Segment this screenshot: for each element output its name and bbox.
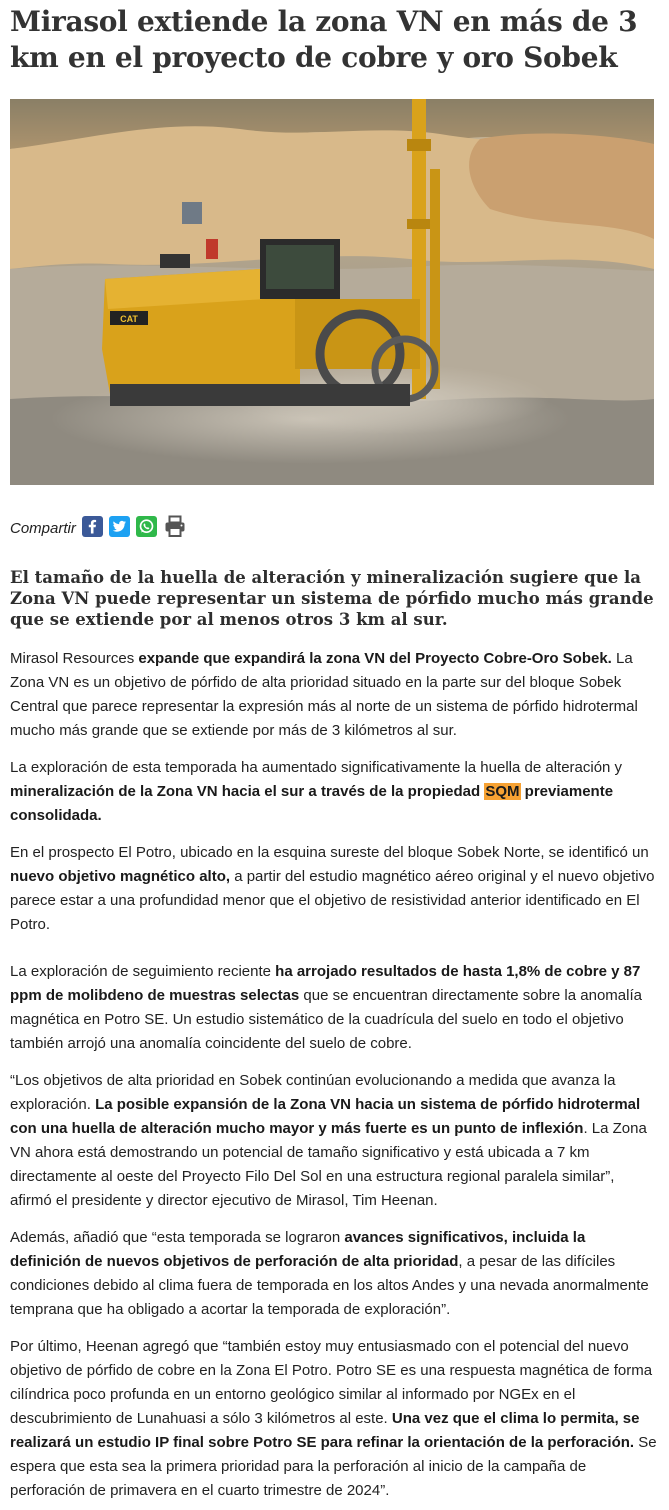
sqm-highlight-link[interactable]: SQM [485, 783, 520, 800]
paragraph-5-text-a: “Los objetivos de alta prioridad en Sobek continúan evolucionando a medida que avanza la exploración. [10, 1072, 616, 1113]
twitter-icon[interactable] [109, 516, 130, 537]
print-icon[interactable] [163, 516, 187, 537]
hero-cat-logo: CAT [120, 314, 138, 324]
article-title: Mirasol extiende la zona VN en más de 3 km en el proyecto de cobre y oro Sobek [10, 5, 638, 74]
whatsapp-icon[interactable] [136, 516, 157, 537]
share-bar [10, 512, 659, 540]
paragraph-4-text-a: La exploración de seguimiento reciente [10, 963, 276, 980]
paragraph-5-bold: La posible expansión de la Zona VN hacia un sistema de pórfido hidrotermal con una huella de alteración mucho mayor y más fuerte es un punto de inflexión [10, 1096, 641, 1137]
paragraph-1-text-a: Mirasol Resources [10, 650, 139, 667]
paragraph-2-text-a: La exploración de esta temporada ha aumentado significativamente la huella de alteración y [10, 759, 623, 776]
paragraph-7-text-a: Por último, Heenan agregó que “también estoy muy entusiasmado con el potencial del nuevo objetivo de pórfido de cobre en la Zona El Potro. Potro SE es una respuesta magnética de forma cilíndrica poco profunda en un entorno geológico similar al informado por NGEx en el descubrimiento de Lunahuasi a sólo 3 kilómetros al este. [10, 1338, 653, 1427]
paragraph-1-text-c: La Zona VN es un objetivo de pórfido de alta prioridad situado en la parte sur del bloque Sobek Central que parece representar la expresión más al norte de un sistema de pórfido hidrotermal mucho más grande que se extiende por más de 3 kilómetros al sur. [10, 650, 638, 739]
paragraph-3-text-a: En el prospecto El Potro, ubicado en la esquina sureste del bloque Sobek Norte, se identificó un [10, 844, 649, 861]
paragraph-2 [10, 756, 659, 828]
paragraph-6-bold: avances significativos, incluida la definición de nuevos objetivos de perforación de alta prioridad [10, 1229, 586, 1270]
paragraph-5 [10, 1069, 659, 1213]
paragraph-3-bold: nuevo objetivo magnético alto, [10, 868, 231, 885]
share-label: Compartir [10, 519, 76, 537]
paragraph-6-text-c: , a pesar de las difíciles condiciones debido al clima fuera de temporada en los altos Andes y una nevada anormalmente temprana que ha obligado a acortar la temporada de exploración”. [10, 1253, 649, 1318]
article-body [10, 647, 659, 1503]
paragraph-2-bold-end: previamente consolidada. [10, 783, 614, 824]
paragraph-7 [10, 1335, 659, 1503]
paragraph-7-text-c: Se espera que esta sea la primera prioridad para la perforación al inicio de la campaña de perforación de primavera en el cuarto trimestre de 2024”. [10, 1434, 657, 1499]
hero-image [10, 99, 654, 485]
paragraph-4 [10, 960, 659, 1056]
facebook-icon[interactable] [82, 516, 103, 537]
paragraph-4-text-c: que se encuentran directamente sobre la anomalía magnética en Potro SE. Un estudio sistemático de la cuadrícula del suelo en todo el objetivo también arrojó una anomalía coincidente del suelo de cobre. [10, 987, 642, 1052]
hero-barrel [182, 202, 202, 224]
article-lead: El tamaño de la huella de alteración y mineralización sugiere que la Zona VN puede representar un sistema de pórfido mucho más grande que se extiende por al menos otros 3 km al sur. [10, 568, 654, 629]
paragraph-3 [10, 841, 659, 937]
paragraph-1-bold: expande que expandirá la zona VN del Proyecto Cobre-Oro Sobek. [138, 650, 612, 667]
paragraph-5-text-c: . La Zona VN ahora está demostrando un potencial de tamaño significativo y está ubicada a 7 km directamente al oeste del Proyecto Filo Del Sol en una estructura regional paralela similar”, afirmó el presidente y director ejecutivo de Mirasol, Tim Heenan. [10, 1120, 647, 1209]
paragraph-1 [10, 647, 659, 743]
paragraph-4-bold: ha arrojado resultados de hasta 1,8% de cobre y 87 ppm de molibdeno de muestras selectas [10, 963, 641, 1004]
paragraph-3-text-c: a partir del estudio magnético aéreo original y el nuevo objetivo parece estar a una profundidad menor que el objetivo de resistividad anterior identificado en El Potro. [10, 868, 655, 933]
paragraph-2-bold: mineralización de la Zona VN hacia el sur a través de la propiedad [10, 783, 485, 800]
paragraph-6-text-a: Además, añadió que “esta temporada se lograron [10, 1229, 345, 1246]
article [0, 4, 669, 1503]
hero-extinguisher [206, 239, 218, 259]
paragraph-6 [10, 1226, 659, 1322]
paragraph-7-bold: Una vez que el clima lo permita, se realizará un estudio IP final sobre Potro SE para refinar la orientación de la perforación. [10, 1410, 640, 1451]
